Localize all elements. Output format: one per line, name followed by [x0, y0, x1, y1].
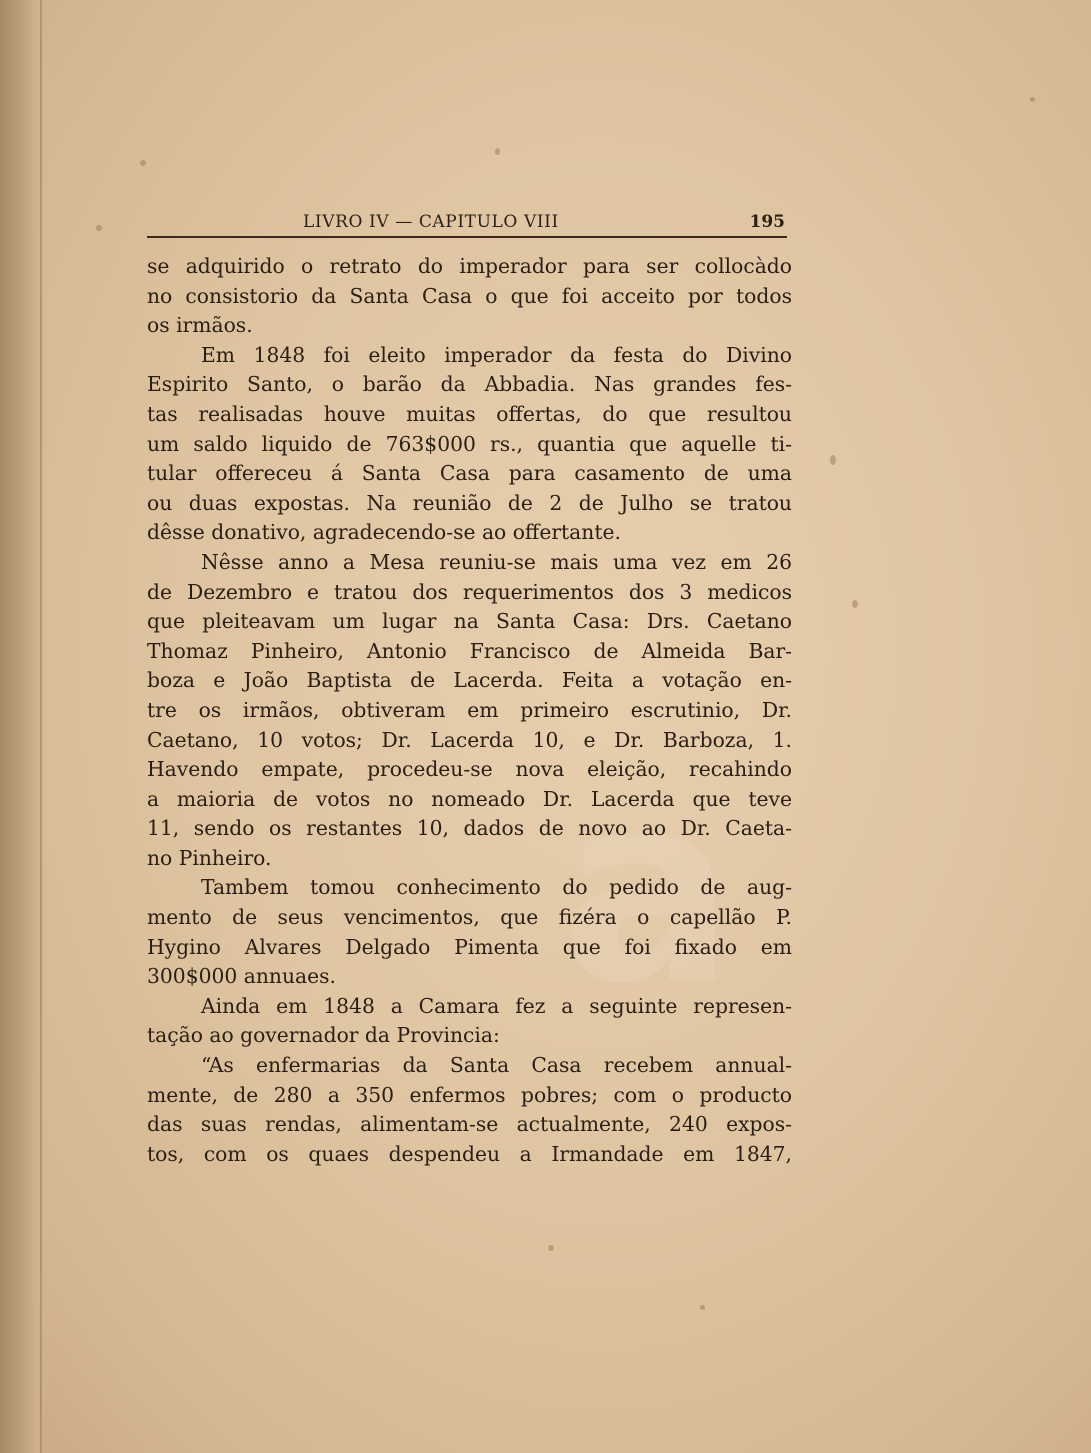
text-line: Hygino Alvares Delgado Pimenta que foi fixado em	[147, 934, 792, 959]
text-line: no Pinheiro.	[147, 845, 272, 870]
text-line: um saldo liquido de 763$000 rs., quantia que aquelle ti-	[147, 431, 792, 456]
text-line: dêsse donativo, agradecendo-se ao offertante.	[147, 520, 621, 545]
text-line: “As enfermarias da Santa Casa recebem annual-	[201, 1053, 792, 1078]
paper-speck	[1030, 97, 1035, 102]
paper-speck	[96, 225, 102, 231]
text-line: mente, de 280 a 350 enfermos pobres; com o producto	[147, 1082, 792, 1107]
text-line: mento de seus vencimentos, que fizéra o capellão P.	[147, 905, 792, 930]
paper-speck	[700, 1305, 705, 1310]
text-line: 300$000 annuaes.	[147, 964, 336, 989]
paper-speck	[830, 455, 836, 465]
text-line: os irmãos.	[147, 313, 253, 338]
body-text	[147, 252, 792, 1169]
page-number: 195	[749, 212, 785, 232]
paragraph	[147, 252, 792, 341]
paragraph	[147, 1051, 792, 1169]
paragraph	[147, 992, 792, 1051]
text-line: no consistorio da Santa Casa o que foi acceito por todos	[147, 283, 792, 308]
text-line: Espirito Santo, o barão da Abbadia. Nas grandes fes-	[147, 372, 792, 397]
text-line: tular offereceu á Santa Casa para casamento de uma	[147, 461, 792, 486]
text-line: Em 1848 foi eleito imperador da festa do Divino	[201, 342, 792, 367]
text-line: tas realisadas houve muitas offertas, do que resultou	[147, 401, 792, 426]
paper-speck	[495, 148, 500, 155]
text-line: Ainda em 1848 a Camara fez a seguinte represen-	[201, 993, 792, 1018]
text-line: Nêsse anno a Mesa reuniu-se mais uma vez em 26	[201, 549, 792, 574]
text-line: de Dezembro e tratou dos requerimentos dos 3 medicos	[147, 579, 792, 604]
text-line: Caetano, 10 votos; Dr. Lacerda 10, e Dr. Barboza, 1.	[147, 727, 792, 752]
page-header	[147, 212, 787, 238]
binding-edge	[40, 0, 42, 1453]
header-rule	[147, 236, 787, 238]
text-line: tre os irmãos, obtiveram em primeiro escrutinio, Dr.	[147, 697, 792, 722]
paper-speck	[852, 600, 858, 608]
paragraph	[147, 548, 792, 874]
text-line: 11, sendo os restantes 10, dados de novo ao Dr. Caeta-	[147, 816, 792, 841]
text-line: se adquirido o retrato do imperador para ser collocàdo	[147, 254, 792, 278]
paper-speck	[140, 160, 146, 166]
paragraph	[147, 341, 792, 548]
text-line: das suas rendas, alimentam-se actualmente, 240 expos-	[147, 1112, 792, 1137]
text-line: Thomaz Pinheiro, Antonio Francisco de Almeida Bar-	[147, 638, 792, 663]
text-line: tação ao governador da Provincia:	[147, 1023, 500, 1048]
paragraph	[147, 873, 792, 991]
text-line: a maioria de votos no nomeado Dr. Lacerda que teve	[147, 786, 792, 811]
library-watermark: a	[560, 739, 736, 1041]
text-line: tos, com os quaes despendeu a Irmandade em 1847,	[147, 1141, 792, 1166]
text-line: que pleiteavam um lugar na Santa Casa: Drs. Caetano	[147, 609, 792, 634]
running-head: LIVRO IV — CAPITULO VIII	[303, 212, 559, 232]
text-line: Tambem tomou conhecimento do pedido de aug-	[201, 875, 792, 900]
paper-speck	[548, 1245, 554, 1251]
text-line: boza e João Baptista de Lacerda. Feita a votação en-	[147, 668, 792, 693]
text-line: ou duas expostas. Na reunião de 2 de Julho se tratou	[147, 490, 792, 515]
text-line: Havendo empate, procedeu-se nova eleição, recahindo	[147, 757, 792, 782]
